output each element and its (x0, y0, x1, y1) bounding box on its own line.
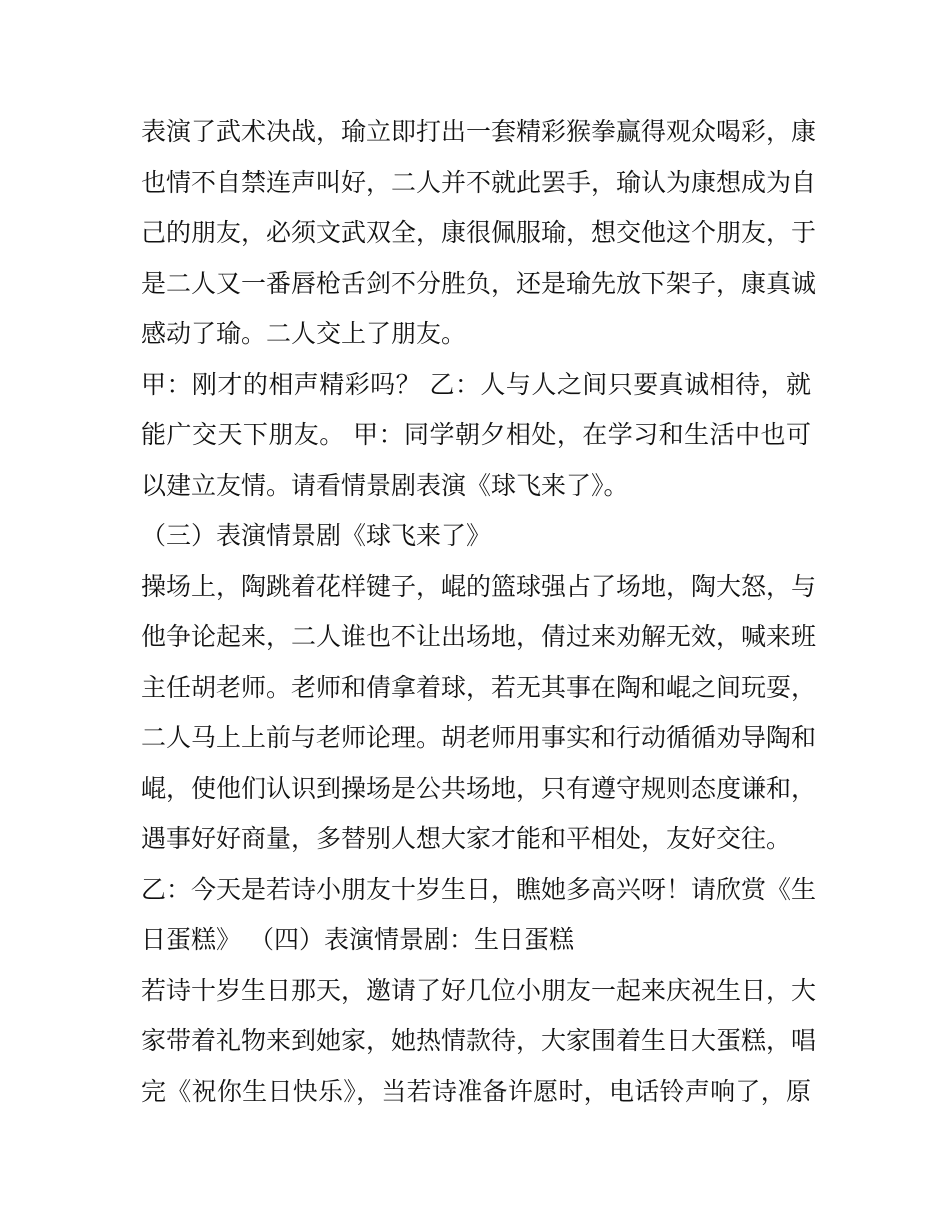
text-line: 感动了瑜。二人交上了朋友。 (141, 319, 467, 348)
document-body (141, 107, 817, 1117)
text-line: 也情不自禁连声叫好，二人并不就此罢手，瑜认为康想成为自 (141, 167, 817, 197)
text-line: 遇事好好商量，多替别人想大家才能和平相处，友好交往。 (141, 824, 792, 853)
text-line: 家带着礼物来到她家，她热情款待，大家围着生日大蛋糕，唱 (141, 1026, 817, 1055)
text-line: 表演了武术决战，瑜立即打出一套精彩猴拳赢得观众喝彩，康 (141, 117, 817, 146)
text-line: 完《祝你生日快乐》，当若诗准备许愿时，电话铃声响了，原 (141, 1076, 811, 1106)
text-line: 日蛋糕》 （四）表演情景剧：生日蛋糕 (141, 925, 574, 954)
text-line: 若诗十岁生日那天，邀请了好几位小朋友一起来庆祝生日，大 (141, 975, 817, 1005)
section-heading: （三）表演情景剧《球飞来了》 (141, 521, 492, 550)
text-line: 能广交天下朋友。 甲：同学朝夕相处，在学习和生活中也可 (141, 420, 811, 449)
text-line: 主任胡老师。老师和倩拿着球，若无其事在陶和崐之间玩耍， (141, 672, 817, 702)
text-line: 二人马上上前与老师论理。胡老师用事实和行动循循劝导陶和 (141, 723, 817, 752)
text-line: 操场上，陶跳着花样键子，崐的篮球强占了场地，陶大怒，与 (141, 571, 817, 601)
text-line: 己的朋友，必须文武双全，康很佩服瑜，想交他这个朋友，于 (141, 218, 817, 247)
text-line: 他争论起来，二人谁也不让出场地，倩过来劝解无效，喊来班 (141, 622, 817, 651)
text-line: 以建立友情。请看情景剧表演《球飞来了》。 (141, 470, 629, 500)
text-line: 甲：刚才的相声精彩吗？ 乙：人与人之间只要真诚相待，就 (141, 369, 811, 399)
text-line: 崐，使他们认识到操场是公共场地，只有遵守规则态度谦和， (141, 773, 817, 803)
text-line: 乙：今天是若诗小朋友十岁生日，瞧她多高兴呀！请欣赏《生 (141, 874, 817, 904)
text-line: 是二人又一番唇枪舌剑不分胜负，还是瑜先放下架子，康真诚 (141, 268, 817, 298)
